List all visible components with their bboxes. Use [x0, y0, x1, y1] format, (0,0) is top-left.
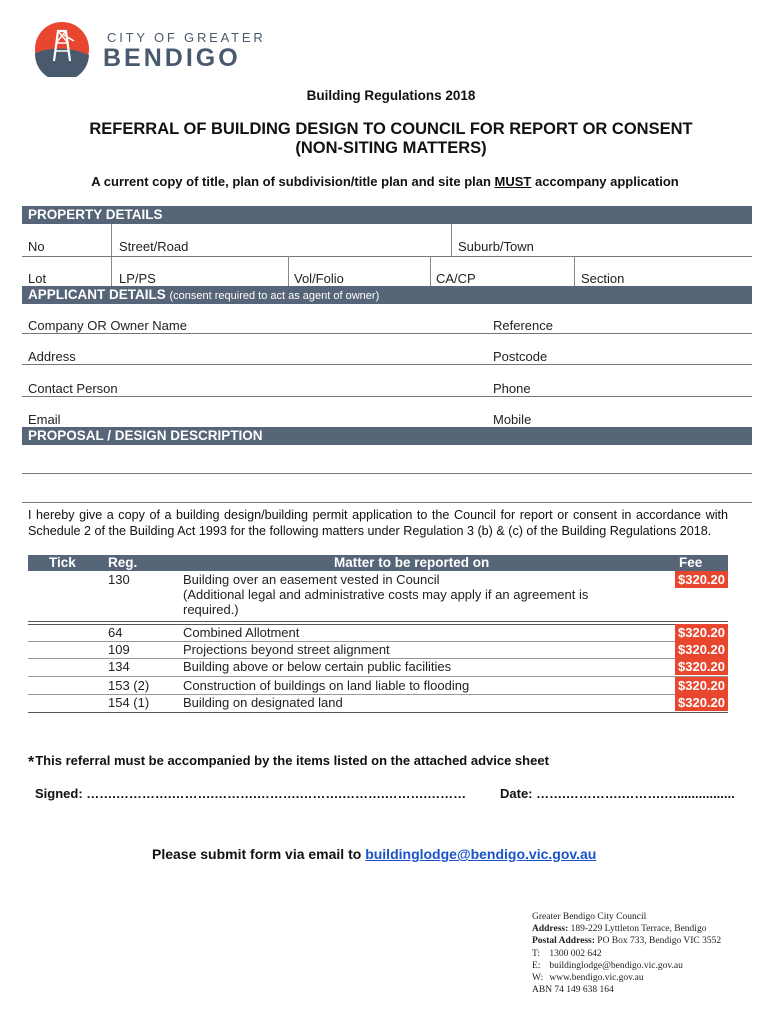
- tick-box[interactable]: [28, 695, 88, 711]
- subtitle-post: accompany application: [531, 174, 679, 189]
- fee-amount: $320.20: [675, 571, 728, 588]
- lot-label: Lot: [28, 271, 47, 286]
- field-line: [22, 333, 487, 334]
- field-line: [487, 364, 752, 365]
- reg-number: 130: [108, 572, 130, 587]
- address-label: Address: [28, 349, 76, 364]
- reg-number: 64: [108, 625, 123, 640]
- form-title-line-2: (NON-SITING MATTERS): [295, 139, 487, 157]
- divider: [111, 224, 112, 286]
- proposal-heading: PROPOSAL / DESIGN DESCRIPTION: [22, 427, 752, 445]
- matter-text: Building over an easement vested in Council: [183, 572, 440, 587]
- tick-box[interactable]: [28, 659, 88, 677]
- matter-text: Projections beyond street alignment: [183, 642, 390, 657]
- divider: [574, 256, 575, 286]
- suburb-label: Suburb/Town: [458, 239, 534, 254]
- logo-line-1: CITY OF GREATER: [107, 30, 266, 45]
- tick-box[interactable]: [28, 678, 88, 694]
- fee-amount: $320.20: [675, 624, 728, 641]
- footer-phone: T: 1300 002 642: [532, 948, 602, 959]
- submit-email-link[interactable]: buildinglodge@bendigo.vic.gov.au: [365, 846, 597, 862]
- matter-text: Combined Allotment: [183, 625, 300, 640]
- cacp-label: CA/CP: [436, 271, 476, 286]
- fees-table-header: [28, 555, 728, 571]
- field-line: [487, 396, 752, 397]
- submit-instruction: Please submit form via email to buildinglodge@bendigo.vic.gov.au: [152, 846, 597, 862]
- date-field[interactable]: Date: …….………….……….…................: [500, 786, 735, 801]
- mobile-label: Mobile: [493, 412, 532, 427]
- email-label: Email: [28, 412, 61, 427]
- field-line: [22, 256, 752, 257]
- matter-text: Construction of buildings on land liable to flooding: [183, 678, 470, 693]
- council-contact-footer: [532, 911, 721, 996]
- fee-amount: $320.20: [675, 641, 728, 658]
- signed-field[interactable]: Signed: …….………….……….……….……….……….……….……….………: [35, 786, 467, 801]
- divider: [288, 256, 289, 286]
- col-matter: Matter to be reported on: [334, 555, 490, 570]
- property-details-heading: PROPERTY DETAILS: [22, 206, 752, 224]
- reg-number: 109: [108, 642, 130, 657]
- field-line: [22, 396, 487, 397]
- field-line: [22, 473, 752, 474]
- section-label: Section: [581, 271, 625, 286]
- regulation-heading: Building Regulations 2018: [306, 88, 476, 103]
- row-divider: [28, 676, 728, 677]
- street-label: Street/Road: [119, 239, 189, 254]
- col-reg: Reg.: [108, 555, 138, 570]
- footer-address: Address: 189-229 Lyttleton Terrace, Bendigo: [532, 924, 707, 935]
- form-title-line-1: REFERRAL OF BUILDING DESIGN TO COUNCIL FOR REPORT OR CONSENT: [89, 120, 693, 138]
- field-line: [22, 364, 487, 365]
- reg-number: 154 (1): [108, 695, 150, 710]
- fee-amount: $320.20: [675, 677, 728, 694]
- form-subtitle: [0, 174, 770, 189]
- postcode-label: Postcode: [493, 349, 548, 364]
- footer-email: E: buildinglodge@bendigo.vic.gov.au: [532, 960, 683, 971]
- lpps-label: LP/PS: [119, 271, 156, 286]
- tick-box[interactable]: [28, 572, 88, 618]
- col-tick: Tick: [49, 555, 76, 570]
- row-divider: [28, 621, 728, 622]
- footer-web: W: www.bendigo.vic.gov.au: [532, 973, 644, 984]
- matter-text: Building above or below certain public facilities: [183, 659, 452, 674]
- phone-label: Phone: [493, 381, 531, 396]
- contact-label: Contact Person: [28, 381, 118, 396]
- bendigo-emblem-icon: [34, 21, 96, 77]
- reg-number: 153 (2): [108, 678, 150, 693]
- no-label: No: [28, 239, 45, 254]
- declaration-text: I hereby give a copy of a building design/building permit application to the Council for report or consent in accordance with Schedule 2 of the Building Act 1993 for the following matters under Regulation 3 (b) & (c) of the Building Regulations 2018.: [28, 508, 728, 538]
- footer-postal: Postal Address: PO Box 733, Bendigo VIC 3552: [532, 936, 722, 947]
- row-divider: [28, 712, 728, 713]
- tick-box[interactable]: [28, 642, 88, 658]
- tick-box[interactable]: [28, 625, 88, 641]
- company-label: Company OR Owner Name: [28, 318, 187, 333]
- reg-number: 134: [108, 659, 130, 674]
- col-fee: Fee: [679, 555, 703, 570]
- field-line: [487, 333, 752, 334]
- subtitle-pre: A current copy of title, plan of subdivision/title plan and site plan: [91, 174, 495, 189]
- reference-label: Reference: [493, 318, 553, 333]
- matter-note: required.): [183, 602, 239, 617]
- field-line: [22, 502, 752, 503]
- volfolio-label: Vol/Folio: [294, 271, 344, 286]
- matter-note: (Additional legal and administrative costs may apply if an agreement is: [183, 587, 589, 602]
- applicant-details-heading: APPLICANT DETAILS (consent required to act as agent of owner): [22, 286, 752, 304]
- divider: [451, 224, 452, 256]
- advice-note: *This referral must be accompanied by the items listed on the attached advice sheet: [28, 753, 549, 771]
- row-divider: [28, 624, 728, 625]
- form-title: [0, 120, 770, 158]
- matter-text: Building on designated land: [183, 695, 343, 710]
- subtitle-must: MUST: [494, 174, 532, 189]
- logo-line-2: BENDIGO: [103, 44, 241, 72]
- fee-amount: $320.20: [675, 694, 728, 711]
- council-logo: [34, 21, 274, 81]
- divider: [430, 256, 431, 286]
- fee-amount: $320.20: [675, 658, 728, 675]
- footer-org: Greater Bendigo City Council: [532, 912, 647, 922]
- footer-abn: ABN 74 149 638 164: [532, 985, 614, 996]
